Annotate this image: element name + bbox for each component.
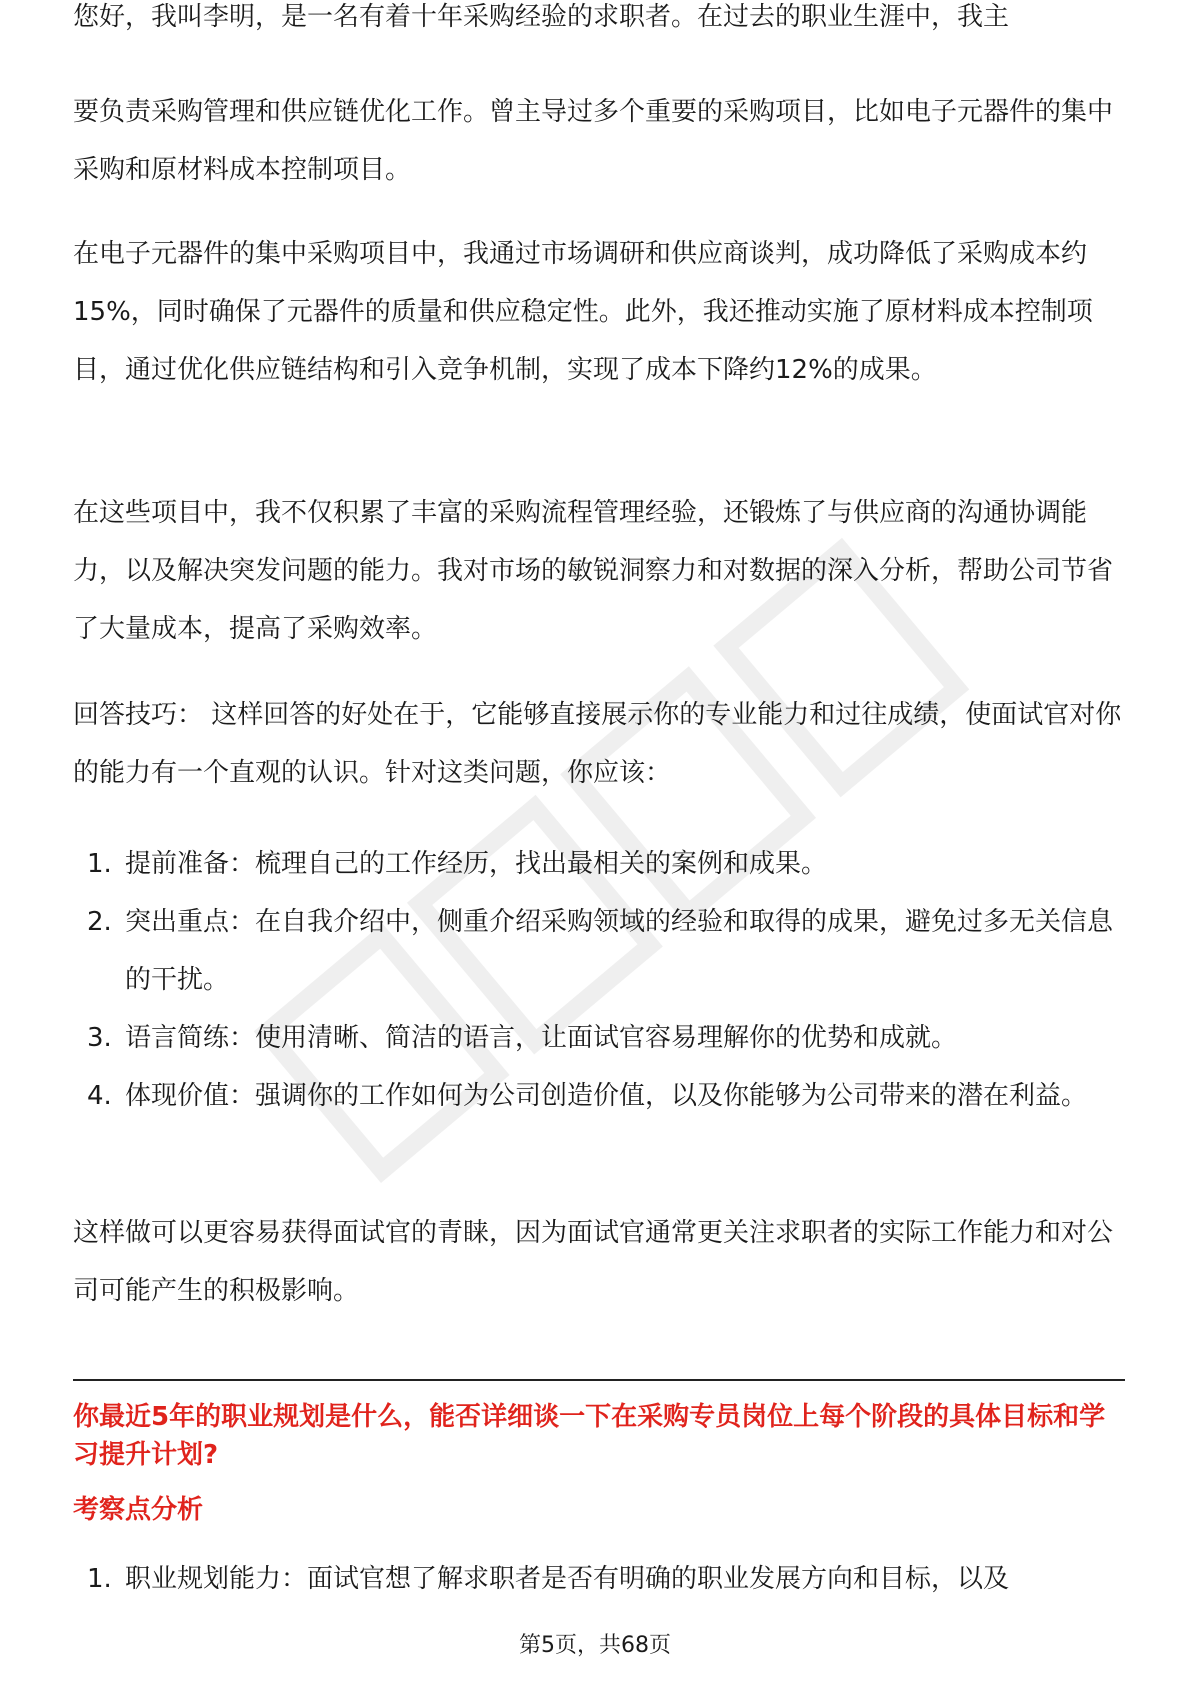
- paragraph-answer-tips: 回答技巧： 这样回答的好处在于，它能够直接展示你的专业能力和过往成绩，使面试官对你的能力有一个直观的认识。针对这类问题，你应该：: [73, 700, 1122, 788]
- paragraph-experience-intro: 要负责采购管理和供应链优化工作。曾主导过多个重要的采购项目，比如电子元器件的集中采购和原材料成本控制项目。: [73, 97, 1114, 185]
- analysis-list: [73, 1550, 1125, 1608]
- list-item: [73, 1009, 1125, 1067]
- list-text: 提前准备：梳理自己的工作经历，找出最相关的案例和成果。: [125, 849, 828, 879]
- list-text: 语言简练：使用清晰、简洁的语言，让面试官容易理解你的优势和成就。: [125, 1023, 958, 1053]
- list-item: [73, 835, 1125, 893]
- list-text: 职业规划能力：面试官想了解求职者是否有明确的职业发展方向和目标，以及: [125, 1564, 1010, 1594]
- list-text: 体现价值：强调你的工作如何为公司创造价值，以及你能够为公司带来的潜在利益。: [125, 1081, 1088, 1111]
- list-item: [73, 1550, 1125, 1608]
- paragraph-conclusion: 这样做可以更容易获得面试官的青睐，因为面试官通常更关注求职者的实际工作能力和对公司可能产生的积极影响。: [73, 1218, 1114, 1306]
- list-item: [73, 893, 1125, 1009]
- list-number: 4.: [87, 1081, 112, 1111]
- tips-list: [73, 835, 1125, 1125]
- page-number: 第5页，共68页: [519, 1633, 671, 1658]
- section-subheading: 考察点分析: [73, 1495, 204, 1525]
- paragraph-project-results: 在电子元器件的集中采购项目中，我通过市场调研和供应商谈判，成功降低了采购成本约15%，同时确保了元器件的质量和供应稳定性。此外，我还推动实施了原材料成本控制项目，通过优化供应链结构和引入竞争机制，实现了成本下降约12%的成果。: [73, 239, 1093, 385]
- cut-off-text: 您好，我叫李明，是一名有着十年采购经验的求职者。在过去的职业生涯中，我主: [73, 2, 1010, 32]
- section-divider: [73, 1379, 1125, 1381]
- list-number: 2.: [87, 907, 112, 937]
- list-item: [73, 1067, 1125, 1125]
- interview-question: 你最近5年的职业规划是什么，能否详细谈一下在采购专员岗位上每个阶段的具体目标和学习提升计划?: [73, 1402, 1106, 1470]
- list-number: 1.: [87, 1564, 112, 1594]
- cut-off-line: [73, 2, 1125, 66]
- list-text: 突出重点：在自我介绍中，侧重介绍采购领域的经验和取得的成果，避免过多无关信息的干扰。: [125, 907, 1114, 995]
- list-number: 1.: [87, 849, 112, 879]
- paragraph-skills-gained: 在这些项目中，我不仅积累了丰富的采购流程管理经验，还锻炼了与供应商的沟通协调能力，以及解决突发问题的能力。我对市场的敏锐洞察力和对数据的深入分析，帮助公司节省了大量成本，提高了采购效率。: [73, 498, 1114, 644]
- list-number: 3.: [87, 1023, 112, 1053]
